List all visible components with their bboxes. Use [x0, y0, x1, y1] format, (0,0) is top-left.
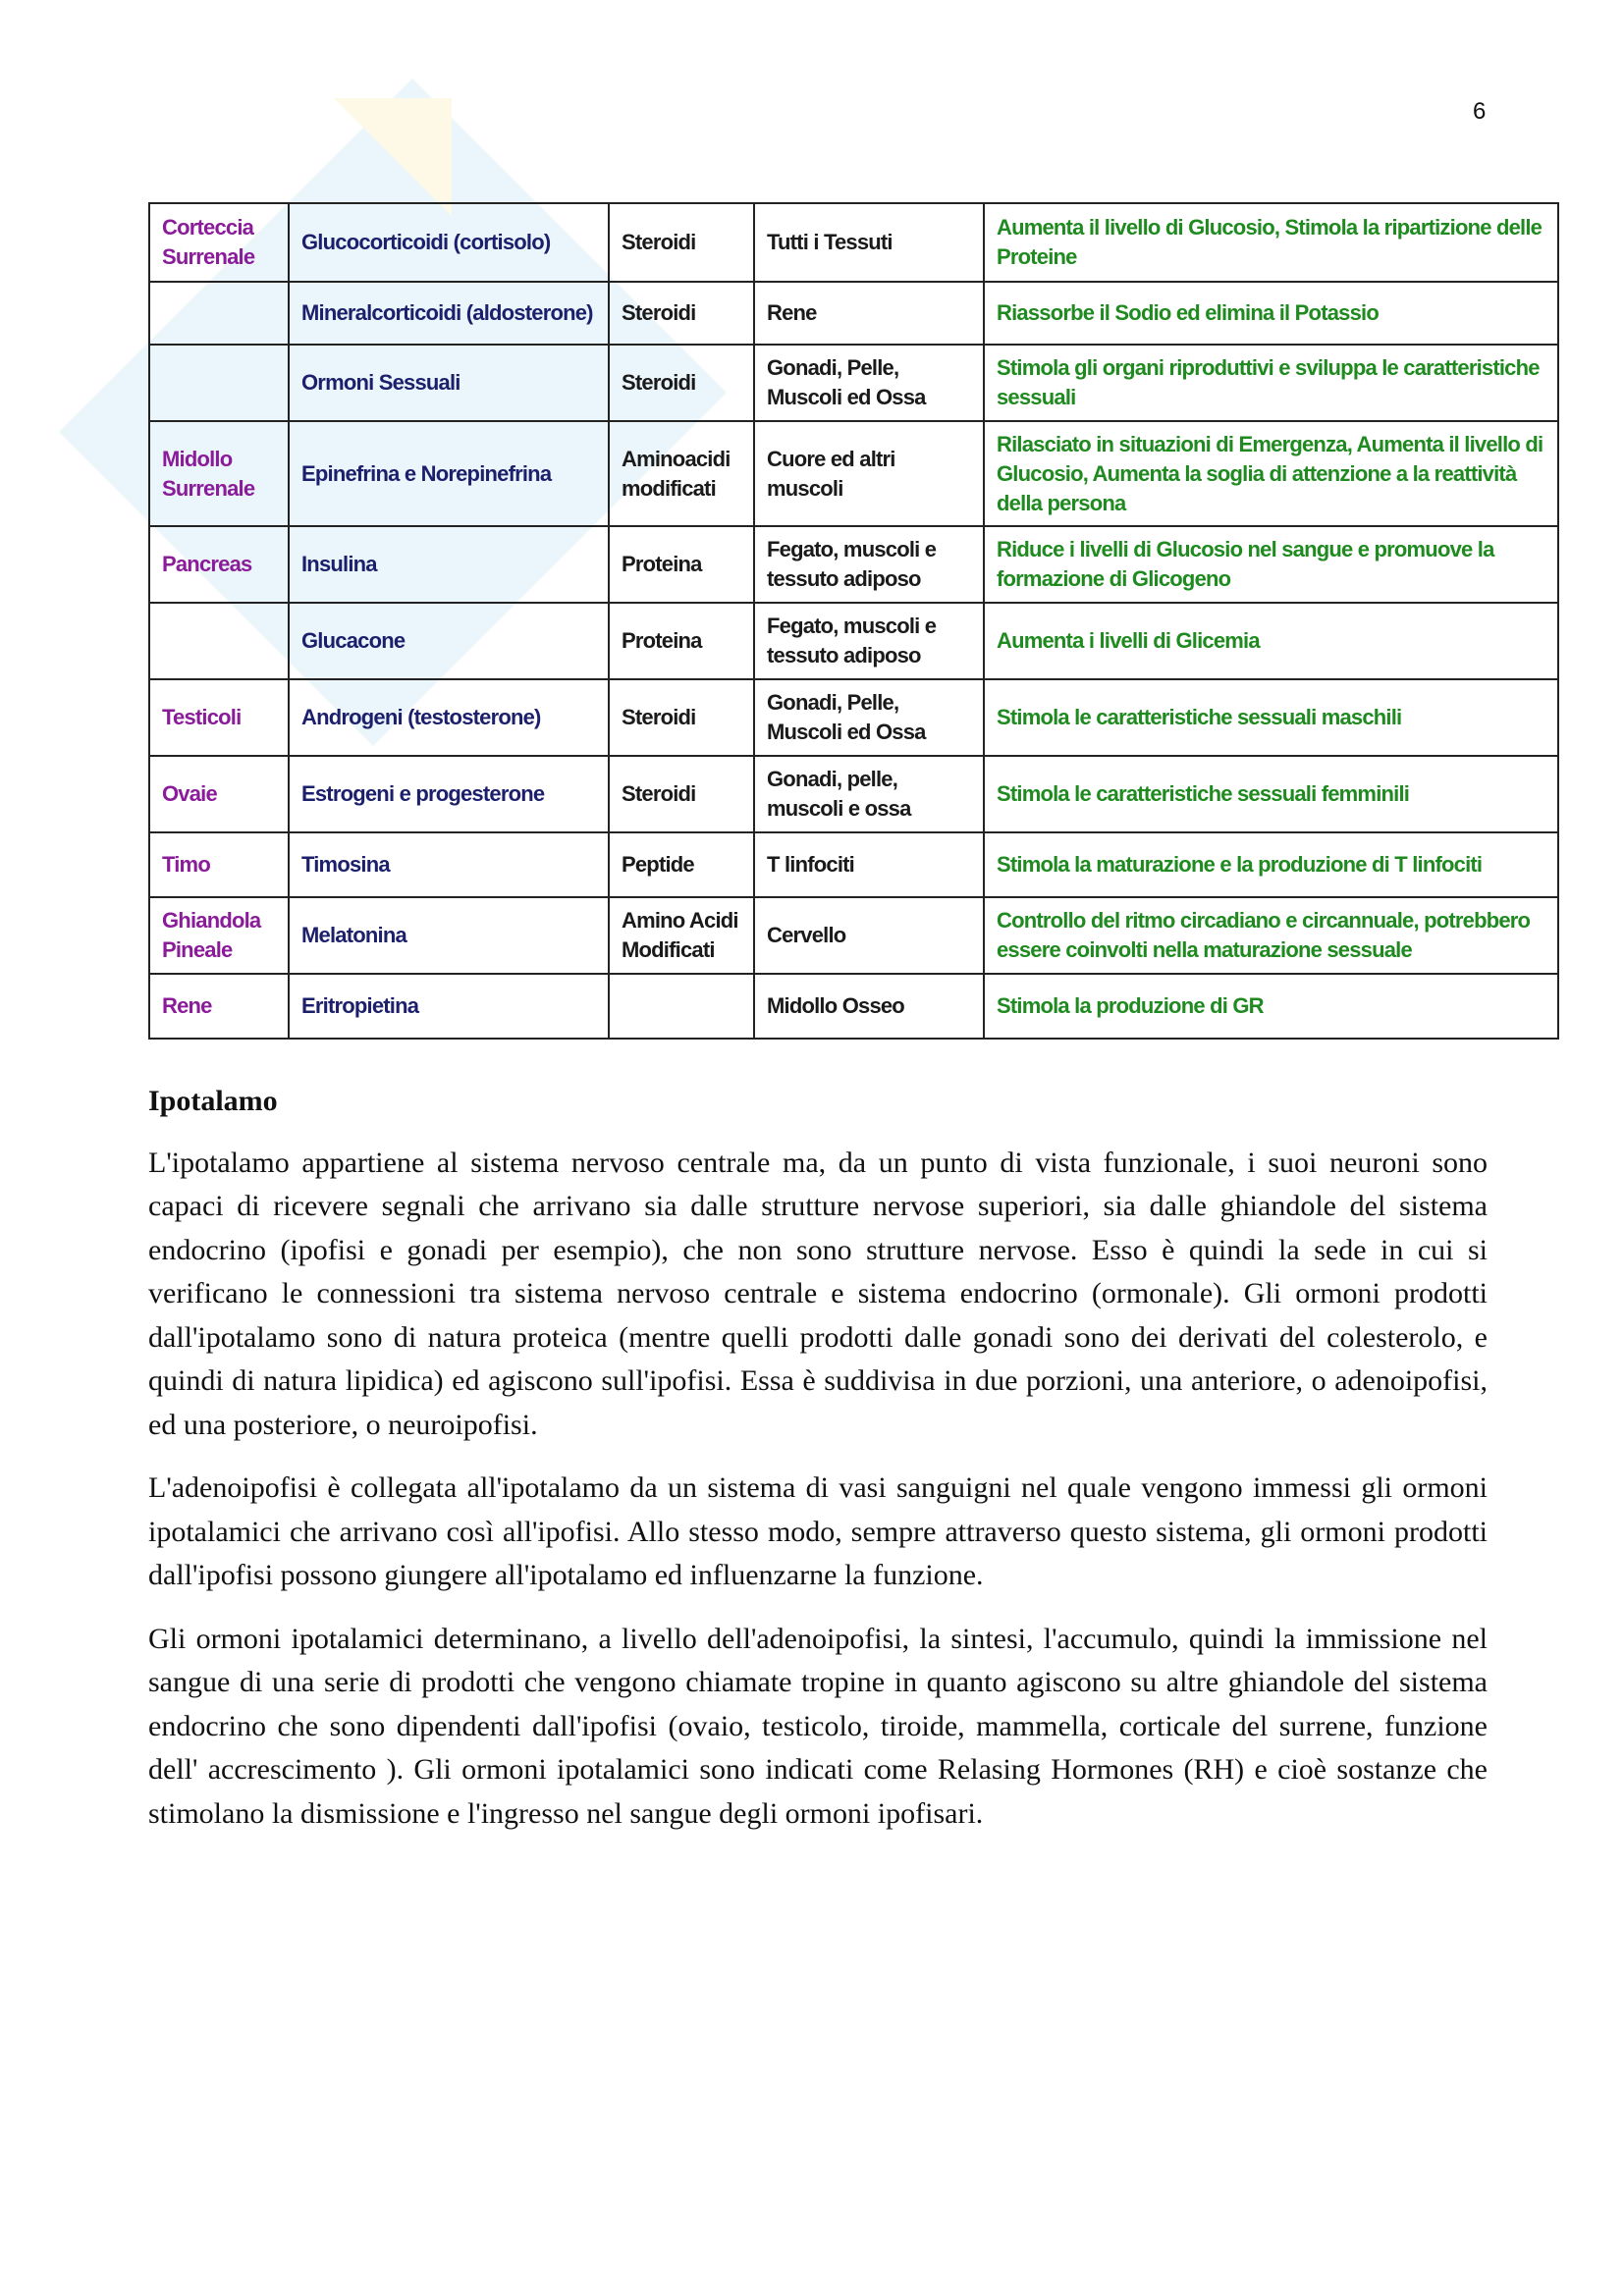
cell-target: Fegato, muscoli e tessuto adiposo	[754, 526, 984, 603]
cell-nature: Steroidi	[609, 203, 754, 282]
cell-hormone: Androgeni (testosterone)	[289, 679, 609, 756]
cell-nature: Proteina	[609, 603, 754, 679]
cell-nature: Proteina	[609, 526, 754, 603]
cell-nature: Peptide	[609, 832, 754, 897]
cell-nature: Steroidi	[609, 345, 754, 421]
cell-target: Midollo Osseo	[754, 974, 984, 1039]
cell-gland: Timo	[149, 832, 289, 897]
table-row	[149, 203, 1558, 282]
cell-target: Cuore ed altri muscoli	[754, 421, 984, 526]
cell-target: Cervello	[754, 897, 984, 974]
cell-target: Gonadi, pelle, muscoli e ossa	[754, 756, 984, 832]
cell-target: Fegato, muscoli e tessuto adiposo	[754, 603, 984, 679]
cell-gland	[149, 282, 289, 345]
cell-gland: Testicoli	[149, 679, 289, 756]
table-row	[149, 756, 1558, 832]
cell-nature: Aminoacidi modificati	[609, 421, 754, 526]
cell-target: Rene	[754, 282, 984, 345]
cell-nature: Steroidi	[609, 756, 754, 832]
cell-hormone: Glucocorticoidi (cortisolo)	[289, 203, 609, 282]
cell-gland: Corteccia Surrenale	[149, 203, 289, 282]
cell-gland	[149, 345, 289, 421]
cell-gland: Ovaie	[149, 756, 289, 832]
document-body	[148, 1080, 1488, 1855]
cell-gland	[149, 603, 289, 679]
page-number: 6	[1473, 98, 1487, 125]
table-row	[149, 679, 1558, 756]
table-row	[149, 832, 1558, 897]
cell-target: Tutti i Tessuti	[754, 203, 984, 282]
section-heading: Ipotalamo	[148, 1085, 278, 1117]
cell-gland: Pancreas	[149, 526, 289, 603]
cell-effect: Stimola la maturazione e la produzione di T linfociti	[984, 832, 1558, 897]
cell-hormone: Estrogeni e progesterone	[289, 756, 609, 832]
cell-hormone: Mineralcorticoidi (aldosterone)	[289, 282, 609, 345]
cell-effect: Stimola la produzione di GR	[984, 974, 1558, 1039]
paragraph: L'adenoipofisi è collegata all'ipotalamo da un sistema di vasi sanguigni nel quale vengono immessi gli ormoni ipotalamici che arrivano così all'ipofisi. Allo stesso modo, sempre attraverso questo sistema, gli ormoni prodotti dall'ipofisi possono giungere all'ipotalamo ed influenzarne la funzione.	[148, 1471, 1488, 1591]
cell-nature: Amino Acidi Modificati	[609, 897, 754, 974]
cell-effect: Stimola le caratteristiche sessuali maschili	[984, 679, 1558, 756]
cell-hormone: Eritropietina	[289, 974, 609, 1039]
cell-effect: Riduce i livelli di Glucosio nel sangue e promuove la formazione di Glicogeno	[984, 526, 1558, 603]
table-row	[149, 897, 1558, 974]
cell-gland: Ghiandola Pineale	[149, 897, 289, 974]
cell-hormone: Ormoni Sessuali	[289, 345, 609, 421]
table-row	[149, 282, 1558, 345]
cell-gland: Rene	[149, 974, 289, 1039]
cell-effect: Controllo del ritmo circadiano e circannuale, potrebbero essere coinvolti nella maturazione sessuale	[984, 897, 1558, 974]
cell-effect: Aumenta il livello di Glucosio, Stimola la ripartizione delle Proteine	[984, 203, 1558, 282]
cell-hormone: Glucacone	[289, 603, 609, 679]
cell-nature: Steroidi	[609, 679, 754, 756]
cell-hormone: Timosina	[289, 832, 609, 897]
cell-gland: Midollo Surrenale	[149, 421, 289, 526]
cell-target: Gonadi, Pelle, Muscoli ed Ossa	[754, 345, 984, 421]
table-row	[149, 974, 1558, 1039]
cell-hormone: Insulina	[289, 526, 609, 603]
cell-hormone: Epinefrina e Norepinefrina	[289, 421, 609, 526]
cell-nature: Steroidi	[609, 282, 754, 345]
cell-nature	[609, 974, 754, 1039]
cell-effect: Riassorbe il Sodio ed elimina il Potassio	[984, 282, 1558, 345]
cell-effect: Rilasciato in situazioni di Emergenza, Aumenta il livello di Glucosio, Aumenta la soglia di attenzione a la reattività della persona	[984, 421, 1558, 526]
cell-effect: Aumenta i livelli di Glicemia	[984, 603, 1558, 679]
paragraph: L'ipotalamo appartiene al sistema nervoso centrale ma, da un punto di vista funzionale, i suoi neuroni sono capaci di ricevere segnali che arrivano sia dalle strutture nervose superiori, sia dalle ghiandole del sistema endocrino (ipofisi e gonadi per esempio), che non sono strutture nervose. Esso è quindi la sede in cui si verificano le connessioni tra sistema nervoso centrale e sistema endocrino (ormonale). Gli ormoni prodotti dall'ipotalamo sono di natura proteica (mentre quelli prodotti dalle gonadi sono dei derivati del colesterolo, e quindi di natura lipidica) ed agiscono sull'ipofisi. Essa è suddivisa in due porzioni, una anteriore, o adenoipofisi, ed una posteriore, o neuroipofisi.	[148, 1146, 1488, 1441]
table-row	[149, 603, 1558, 679]
cell-effect: Stimola le caratteristiche sessuali femminili	[984, 756, 1558, 832]
table-row	[149, 421, 1558, 526]
table-row	[149, 345, 1558, 421]
hormone-table	[148, 202, 1559, 1040]
table-row	[149, 526, 1558, 603]
cell-hormone: Melatonina	[289, 897, 609, 974]
cell-target: Gonadi, Pelle, Muscoli ed Ossa	[754, 679, 984, 756]
cell-effect: Stimola gli organi riproduttivi e sviluppa le caratteristiche sessuali	[984, 345, 1558, 421]
cell-target: T linfociti	[754, 832, 984, 897]
paragraph: Gli ormoni ipotalamici determinano, a livello dell'adenoipofisi, la sintesi, l'accumulo, quindi la immissione nel sangue di una serie di prodotti che vengono chiamate tropine in quanto agiscono su altre ghiandole del sistema endocrino che sono dipendenti dall'ipofisi (ovaio, testicolo, tiroide, mammella, corticale del surrene, funzione dell' accrescimento ). Gli ormoni ipotalamici sono indicati come Relasing Hormones (RH) e cioè sostanze che stimolano la dismissione e l'ingresso nel sangue degli ormoni ipofisari.	[148, 1622, 1488, 1830]
